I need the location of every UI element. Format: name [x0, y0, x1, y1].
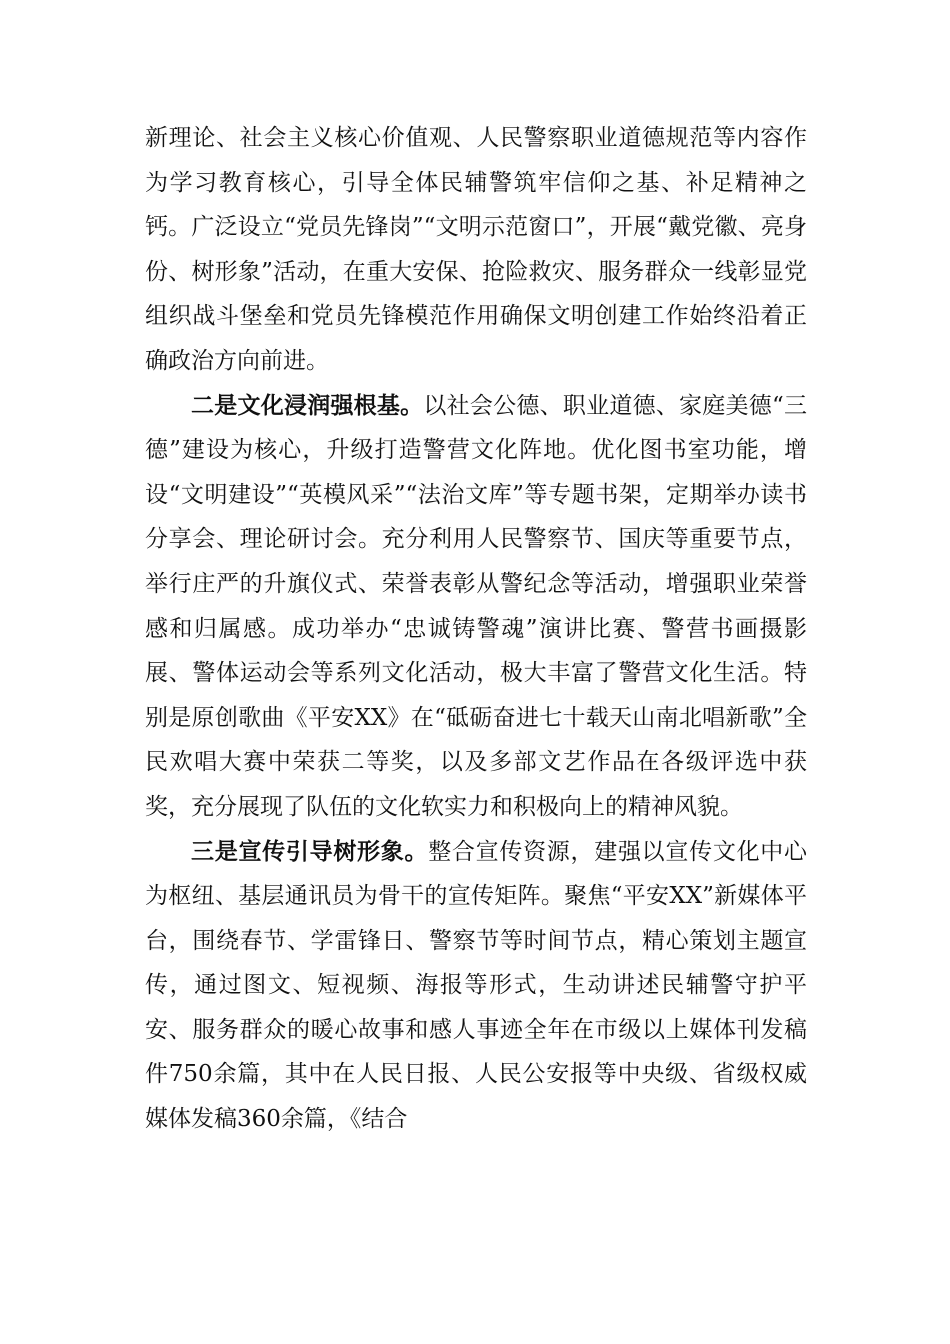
paragraph-2-heading: 二是文化浸润强根基。	[191, 391, 424, 419]
paragraph-2	[145, 384, 807, 830]
paragraph-3-text: 整合宣传资源，建强以宣传文化中心为枢纽、基层通讯员为骨干的宣传矩阵。聚焦“平安XX”新媒体平台，围绕春节、学雷锋日、警察节等时间节点，精心策划主题宣传，通过图文、短视频、海报等形式，生动讲述民辅警守护平安、服务群众的暖心故事和感人事迹全年在市级以上媒体刊发稿件750余篇，其中在人民日报、人民公安报等中央级、省级权威媒体发稿360余篇，《结合	[145, 838, 808, 1133]
paragraph-1	[145, 116, 807, 384]
paragraph-3-heading: 三是宣传引导树形象。	[191, 837, 429, 865]
document-page	[145, 116, 807, 1142]
paragraph-2-text: 以社会公德、职业道德、家庭美德“三德”建设为核心，升级打造警营文化阵地。优化图书室功能，增设“文明建设”“英模风采”“法治文库”等专题书架，定期举办读书分享会、理论研讨会。充分利用人民警察节、国庆等重要节点，举行庄严的升旗仪式、荣誉表彰从警纪念等活动，增强职业荣誉感和归属感。成功举办“忠诚铸警魂”演讲比赛、警营书画摄影展、警体运动会等系列文化活动，极大丰富了警营文化生活。特别是原创歌曲《平安XX》在“砥砺奋进七十载天山南北唱新歌”全民欢唱大赛中荣获二等奖，以及多部文艺作品在各级评选中获奖，充分展现了队伍的文化软实力和积极向上的精神风貌。	[145, 392, 808, 820]
paragraph-3	[145, 830, 807, 1142]
paragraph-1-text: 新理论、社会主义核心价值观、人民警察职业道德规范等内容作为学习教育核心，引导全体民辅警筑牢信仰之基、补足精神之钙。广泛设立“党员先锋岗”“文明示范窗口”，开展“戴党徽、亮身份、树形象”活动，在重大安保、抢险救灾、服务群众一线彰显党组织战斗堡垒和党员先锋模范作用确保文明创建工作始终沿着正确政治方向前进。	[145, 125, 807, 374]
